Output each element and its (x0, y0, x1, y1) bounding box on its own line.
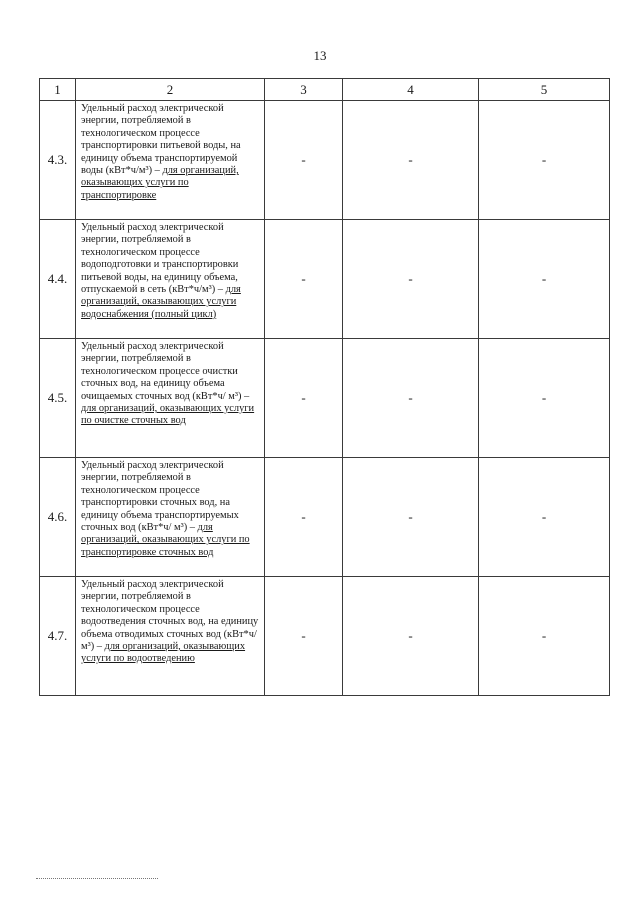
value-col-5: - (479, 220, 610, 339)
table-row (40, 101, 610, 220)
description-scope: для организаций, оказывающих услуги водоснабжения (полный цикл) (81, 284, 241, 320)
row-description (76, 339, 265, 458)
description-text: Удельный расход электрической энергии, потребляемой в технологическом процессе водоподготовки и транспортировки питьевой воды, на единицу объема, отпускаемой в сеть (кВт*ч/м³) – (81, 222, 239, 296)
table-row (40, 339, 610, 458)
row-number: 4.5. (40, 339, 76, 458)
row-description (76, 220, 265, 339)
header-col-5: 5 (479, 79, 610, 101)
value-col-4: - (343, 577, 479, 696)
row-description (76, 577, 265, 696)
header-col-3: 3 (265, 79, 343, 101)
value-col-3: - (265, 458, 343, 577)
header-col-1: 1 (40, 79, 76, 101)
description-text: Удельный расход электрической энергии, потребляемой в технологическом процессе транспортировки питьевой воды, на единицу объема транспортируемой воды (кВт*ч/м³) – (81, 103, 241, 177)
value-col-3: - (265, 577, 343, 696)
table-row (40, 220, 610, 339)
row-description (76, 458, 265, 577)
value-col-3: - (265, 101, 343, 220)
value-col-4: - (343, 458, 479, 577)
value-col-5: - (479, 458, 610, 577)
value-col-4: - (343, 101, 479, 220)
footer-dotted-rule (36, 878, 158, 879)
value-col-5: - (479, 339, 610, 458)
row-number: 4.3. (40, 101, 76, 220)
value-col-3: - (265, 220, 343, 339)
header-col-2: 2 (76, 79, 265, 101)
indicator-table (39, 78, 610, 696)
description-text: Удельный расход электрической энергии, потребляемой в технологическом процессе очистки сточных вод, на единицу объема очищаемых сточных вод (кВт*ч/ м³) – (81, 341, 250, 402)
page-number: 13 (313, 48, 327, 63)
row-description (76, 101, 265, 220)
value-col-4: - (343, 339, 479, 458)
description-text: Удельный расход электрической энергии, потребляемой в технологическом процессе водоотведения сточных вод, на единицу объема отводимых сточных вод (кВт*ч/ м³) – (81, 579, 259, 653)
value-col-5: - (479, 101, 610, 220)
description-text: Удельный расход электрической энергии, потребляемой в технологическом процессе транспортировки сточных вод, на единицу объема транспортируемых сточных вод (кВт*ч/ м³) – (81, 460, 239, 534)
row-number: 4.4. (40, 220, 76, 339)
table-header-row (40, 79, 610, 101)
description-scope: для организаций, оказывающих услуги по транспортировке (81, 165, 239, 201)
row-number: 4.6. (40, 458, 76, 577)
description-scope: для организаций, оказывающих услуги по очистке сточных вод (81, 403, 255, 427)
value-col-5: - (479, 577, 610, 696)
table-row (40, 577, 610, 696)
table-row (40, 458, 610, 577)
row-number: 4.7. (40, 577, 76, 696)
description-scope: для организаций, оказывающих услуги по водоотведению (81, 641, 246, 665)
value-col-3: - (265, 339, 343, 458)
value-col-4: - (343, 220, 479, 339)
header-col-4: 4 (343, 79, 479, 101)
description-scope: для организаций, оказывающих услуги по транспортировке сточных вод (81, 522, 250, 558)
